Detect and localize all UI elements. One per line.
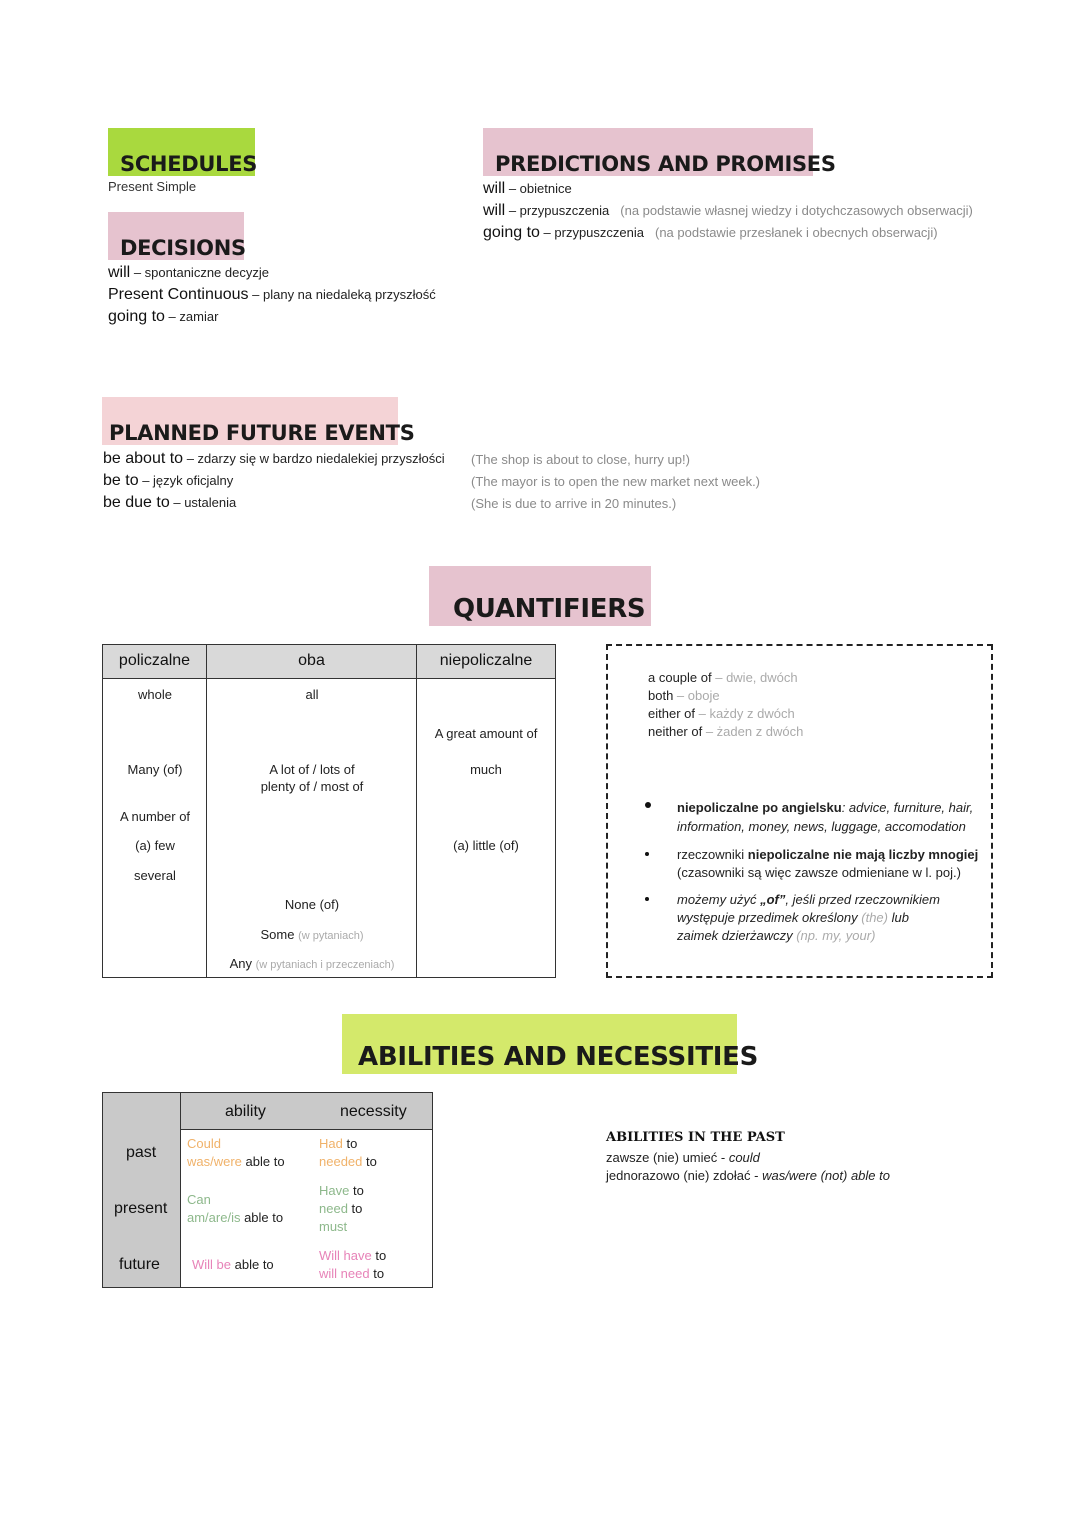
planned-example-2: (The mayor is to open the new market next week.) <box>471 474 761 489</box>
decisions-title: DECISIONS <box>120 236 246 260</box>
note-3-line-2: występuje przedimek określony (the) lub <box>677 910 909 925</box>
predictions-line-1: will – obietnice <box>483 180 572 197</box>
future-necessity-1: Will have to <box>319 1248 387 1263</box>
planned-line-2: be to – język oficjalny <box>103 472 234 489</box>
present-necessity-3: must <box>319 1219 348 1234</box>
quantifiers-table <box>102 644 556 978</box>
decisions-header <box>108 212 244 260</box>
schedules-header <box>108 128 258 176</box>
both-lot-1: A lot of / lots of <box>269 762 355 777</box>
header-countable: policzalne <box>118 652 191 669</box>
abilities-title: ABILITIES AND NECESSITIES <box>358 1042 759 1072</box>
abilities-past-line-2: jednorazowo (nie) zdołać - was/were (not) able to <box>606 1168 890 1183</box>
present-ability-2: am/are/is able to <box>187 1210 284 1225</box>
row-present: present <box>114 1200 168 1217</box>
pair-both: both – oboje <box>648 688 720 703</box>
note-2-line-1: rzeczowniki niepoliczalne nie mają liczby mnogiej <box>677 847 979 862</box>
pair-neither: neither of – żaden z dwóch <box>648 724 804 739</box>
past-necessity-1: Had to <box>319 1136 358 1151</box>
present-necessity-1: Have to <box>319 1183 364 1198</box>
predictions-line-2: will – przypuszczenia (na podstawie własnej wiedzy i dotychczasowych obserwacji) <box>483 202 973 219</box>
header-uncountable: niepoliczalne <box>439 652 533 669</box>
header-necessity: necessity <box>340 1103 407 1120</box>
future-ability-1: Will be able to <box>192 1257 274 1272</box>
planned-header <box>102 397 415 445</box>
decisions-line-2: Present Continuous – plany na niedaleką przyszłość <box>108 286 436 303</box>
header-ability: ability <box>225 1103 266 1120</box>
past-necessity-2: needed to <box>319 1154 377 1169</box>
uncountable-great-amount: A great amount of <box>434 726 538 741</box>
planned-line-3: be due to – ustalenia <box>103 494 237 511</box>
abilities-past-title: ABILITIES IN THE PAST <box>606 1130 785 1145</box>
planned-line-1: be about to – zdarzy się w bardzo niedalekiej przyszłości <box>103 450 445 467</box>
pair-couple: a couple of – dwie, dwóch <box>648 670 798 685</box>
bullet-3 <box>645 897 649 901</box>
schedules-title: SCHEDULES <box>120 152 258 176</box>
decisions-line-1: will – spontaniczne decyzje <box>108 264 269 281</box>
quantifiers-title: QUANTIFIERS <box>453 594 646 624</box>
both-any: Any (w pytaniach i przeczeniach) <box>229 956 395 971</box>
present-ability-1: Can <box>187 1192 211 1207</box>
abilities-table <box>102 1092 433 1288</box>
countable-whole: whole <box>138 687 172 702</box>
planned-title: PLANNED FUTURE EVENTS <box>109 421 415 445</box>
countable-number: A number of <box>119 809 191 824</box>
row-future: future <box>119 1256 160 1273</box>
present-necessity-2: need to <box>319 1201 363 1216</box>
planned-example-1: (The shop is about to close, hurry up!) <box>471 452 690 467</box>
uncountable-much: much <box>470 762 502 777</box>
countable-few: (a) few <box>135 838 175 853</box>
bullet-2 <box>645 852 649 856</box>
past-ability-2: was/were able to <box>187 1154 285 1169</box>
pair-either: either of – każdy z dwóch <box>648 706 795 721</box>
abilities-past-line-1: zawsze (nie) umieć - could <box>606 1150 760 1165</box>
both-some: Some (w pytaniach) <box>260 927 364 942</box>
quantifiers-header <box>429 566 651 626</box>
predictions-line-3: going to – przypuszczenia (na podstawie przesłanek i obecnych obserwacji) <box>483 224 938 241</box>
both-all: all <box>305 687 319 702</box>
past-ability-1: Could <box>187 1136 221 1151</box>
predictions-title: PREDICTIONS AND PROMISES <box>495 152 836 176</box>
schedules-line: Present Simple <box>108 179 197 194</box>
both-lot-2: plenty of / most of <box>260 779 364 794</box>
planned-example-3: (She is due to arrive in 20 minutes.) <box>471 496 677 511</box>
bullet-1 <box>645 802 651 808</box>
note-1-line-2: information, money, news, luggage, accomodation <box>677 819 966 834</box>
both-none: None (of) <box>284 897 340 912</box>
col-uncountable <box>417 645 555 977</box>
note-2-line-2: (czasowniki są więc zawsze odmieniane w l. poj.) <box>677 865 961 880</box>
predictions-header <box>483 128 836 176</box>
note-3-line-1: możemy użyć „of”, jeśli przed rzeczownikiem <box>677 892 940 907</box>
uncountable-little: (a) little (of) <box>453 838 519 853</box>
note-1-line-1: niepoliczalne po angielsku: advice, furniture, hair, <box>677 800 974 815</box>
row-past: past <box>126 1144 157 1161</box>
decisions-line-3: going to – zamiar <box>108 308 219 325</box>
countable-several: several <box>134 868 176 883</box>
future-necessity-2: will need to <box>319 1266 385 1281</box>
note-3-line-3: zaimek dzierżawczy (np. my, your) <box>677 928 876 943</box>
header-both: oba <box>298 652 325 669</box>
abilities-header <box>342 1014 759 1074</box>
countable-many: Many (of) <box>127 762 183 777</box>
